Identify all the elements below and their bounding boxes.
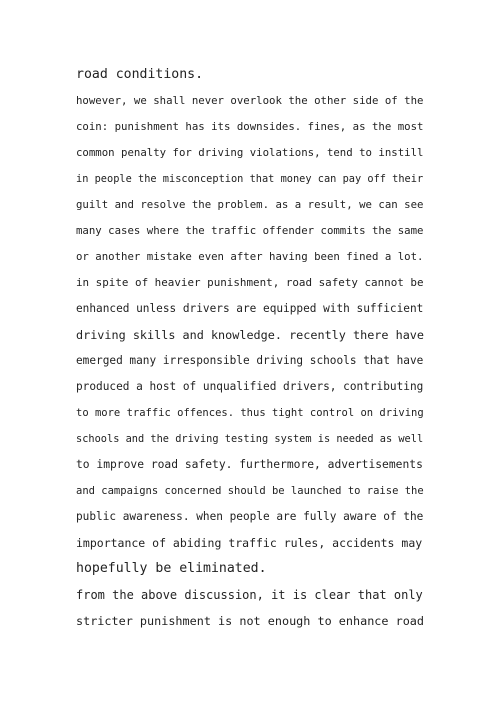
text-line: hopefully be eliminated. xyxy=(76,561,267,576)
text-line: road conditions. xyxy=(76,67,204,82)
text-line: stricter punishment is not enough to enhance road xyxy=(76,614,425,628)
text-line: in people the misconception that money can pay off their xyxy=(76,173,424,185)
text-line: to more traffic offences. thus tight control on driving xyxy=(76,407,424,419)
text-line: enhanced unless drivers are equipped with sufficient xyxy=(76,302,424,315)
text-line: public awareness. when people are fully aware of the xyxy=(76,510,424,523)
text-line: to improve road safety. furthermore, advertisements xyxy=(76,458,423,471)
text-line: and campaigns concerned should be launched to raise the xyxy=(76,485,424,497)
text-line: importance of abiding traffic rules, accidents may xyxy=(76,536,423,550)
text-line: many cases where the traffic offender commits the same xyxy=(76,224,424,237)
text-line: produced a host of unqualified drivers, contributing xyxy=(76,380,424,393)
text-line: common penalty for driving violations, tend to instill xyxy=(76,146,424,159)
text-line: however, we shall never overlook the other side of the xyxy=(76,94,424,107)
text-line: driving skills and knowledge. recently there have xyxy=(76,328,425,342)
text-line: from the above discussion, it is clear that only xyxy=(76,588,423,602)
text-line: coin: punishment has its downsides. fines, as the most xyxy=(76,120,424,133)
text-line: schools and the driving testing system is needed as well xyxy=(76,433,424,445)
text-line: guilt and resolve the problem. as a result, we can see xyxy=(76,198,424,211)
text-line: emerged many irresponsible driving schools that have xyxy=(76,354,424,367)
text-line: in spite of heavier punishment, road safety cannot be xyxy=(76,276,424,289)
text-line: or another mistake even after having been fined a lot. xyxy=(76,250,424,263)
